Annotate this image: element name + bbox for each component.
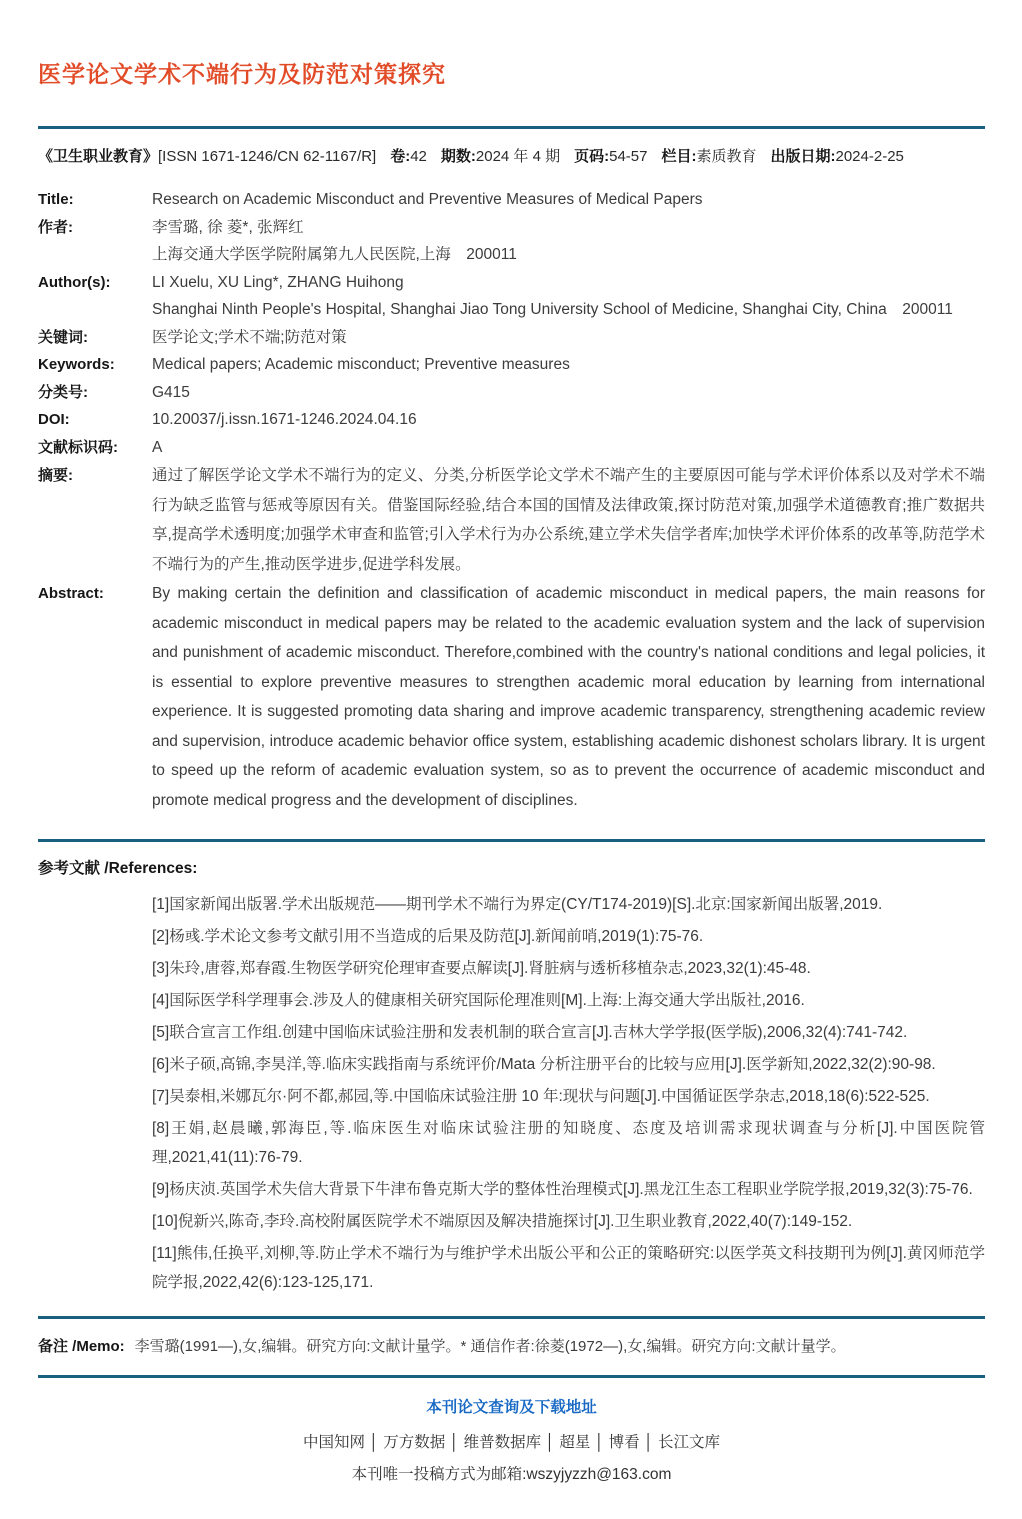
authors-zh-label: 作者: [38, 218, 73, 236]
footer-submission-email-line: 本刊唯一投稿方式为邮箱:wszyjyzzh@163.com [351, 1466, 672, 1483]
reference-item-2: [2]杨彧.学术论文参考文献引用不当造成的后果及防范[J].新闻前哨,2019(1):75-76. [152, 928, 704, 945]
reference-item-3: [3]朱玲,唐蓉,郑春霞.生物医学研究伦理审查要点解读[J].肾脏病与透析移植杂志,2023,32(1):45-48. [152, 960, 811, 977]
doi-value: 10.20037/j.issn.1671-1246.2024.04.16 [152, 411, 417, 428]
pubdate-value: 2024-2-25 [835, 148, 904, 165]
pages-label: 页码: [574, 148, 610, 165]
authors-zh-affiliation: 上海交通大学医学院附属第九人民医院,上海 200011 [152, 246, 517, 263]
pubdate-label: 出版日期: [770, 148, 836, 165]
keywords-en-label: Keywords: [38, 356, 115, 373]
reference-item-10: [10]倪新兴,陈奇,李玲.高校附属医院学术不端原因及解决措施探讨[J].卫生职业教育,2022,40(7):149-152. [152, 1213, 853, 1230]
authors-en-names: LI Xuelu, XU Ling*, ZHANG Huihong [152, 273, 404, 291]
footer-download-heading: 本刊论文查询及下载地址 [426, 1399, 597, 1416]
classification-label: 分类号: [38, 383, 88, 401]
abstract-en-label: Abstract: [38, 585, 104, 602]
meta-row-keywords-en [38, 351, 985, 379]
abstract-zh-text: 通过了解医学论文学术不端行为的定义、分类,分析医学论文学术不端产生的主要原因可能与学术评价体系以及对学术不端行为缺乏监管与惩戒等原因有关。借鉴国际经验,结合本国的国情及法律政策,探讨防范对策,加强学术道德教育;推广数据共享,提高学术透明度;加强学术审查和监管;引入学术行为办公系统,建立学术失信学者库;加快学术评价体系的改革等,防范学术不端行为的产生,推动医学进步,促进学科发展。 [152, 467, 985, 573]
reference-item-7: [7]吴泰相,米娜瓦尔·阿不都,郝园,等.中国临床试验注册 10 年:现状与问题[J].中国循证医学杂志,2018,18(6):522-525. [152, 1088, 930, 1105]
reference-item-6: [6]米子硕,高锦,李昊洋,等.临床实践指南与系统评价/Mata 分析注册平台的比较与应用[J].医学新知,2022,32(2):90-98. [152, 1056, 936, 1073]
pages-value: 54-57 [609, 148, 648, 165]
doi-label: DOI: [38, 411, 70, 428]
authors-en-affiliation: Shanghai Ninth People's Hospital, Shanghai Jiao Tong University School of Medicine, Shanghai City, China 200011 [152, 301, 953, 318]
keywords-zh-value: 医学论文;学术不端;防范对策 [152, 328, 347, 346]
keywords-zh-label: 关键词: [38, 328, 88, 346]
column-value: 素质教育 [696, 148, 757, 165]
reference-item-9: [9]杨庆浈.英国学术失信大背景下牛津布鲁克斯大学的整体性治理模式[J].黑龙江生态工程职业学院学报,2019,32(3):75-76. [152, 1181, 973, 1198]
classification-value: G415 [152, 383, 190, 401]
issue-value: 2024 年 4 期 [475, 148, 561, 165]
meta-row-doi [38, 406, 985, 434]
volume-label: 卷: [390, 148, 411, 165]
reference-item-5: [5]联合宣言工作组.创建中国临床试验注册和发表机制的联合宣言[J].吉林大学学报(医学版),2006,32(4):741-742. [152, 1024, 908, 1041]
meta-row-classification [38, 379, 985, 407]
divider-memo-bottom [38, 1375, 985, 1378]
meta-row-abstract-zh [38, 461, 985, 579]
memo-row [38, 1334, 985, 1360]
journal-info-line [38, 145, 985, 169]
meta-row-document-code [38, 434, 985, 462]
meta-row-title-en [38, 186, 985, 214]
column-label: 栏目: [661, 148, 697, 165]
issue-label: 期数: [440, 148, 476, 165]
references-list [38, 890, 985, 1297]
title-en-value: Research on Academic Misconduct and Preventive Measures of Medical Papers [152, 191, 703, 208]
volume-value: 42 [410, 148, 427, 165]
document-code-label: 文献标识码: [38, 438, 118, 456]
references-heading: 参考文献 /References: [38, 860, 198, 877]
journal-issn: [ISSN 1671-1246/CN 62-1167/R] [158, 148, 377, 165]
reference-item-8: [8]王娟,赵晨曦,郭海臣,等.临床医生对临床试验注册的知晓度、态度及培训需求现状调查与分析[J].中国医院管理,2021,41(11):76-79. [152, 1120, 985, 1166]
divider-memo-top [38, 1316, 985, 1319]
footer-database-list: 中国知网 │ 万方数据 │ 维普数据库 │ 超星 │ 博看 │ 长江文库 [302, 1434, 720, 1451]
memo-text: 李雪璐(1991—),女,编辑。研究方向:文献计量学。* 通信作者:徐菱(1972—),女,编辑。研究方向:文献计量学。 [134, 1338, 846, 1355]
authors-en-label: Author(s): [38, 273, 111, 291]
abstract-en-text: By making certain the definition and classification of academic misconduct in medical papers, the main reasons for academic misconduct in medical papers may be related to the academic evaluation system and the lack of supervision and punishment of academic misconduct. Therefore,combined with the country's national conditions and legal policies, it is essential to explore preventive measures to strengthen academic moral education by learning from international experience. It is suggested promoting data sharing and improve academic transparency, strengthening academic review and supervision, introduce academic behavior office system, establishing academic dishonest scholars library. It is urgent to speed up the reform of academic evaluation system, so as to prevent the occurrence of academic misconduct and promote medical progress and the development of disciplines. [152, 585, 985, 809]
meta-row-authors-zh [38, 214, 985, 269]
memo-label: 备注 /Memo: [38, 1338, 125, 1355]
article-title: 医学论文学术不端行为及防范对策探究 [38, 61, 446, 87]
footer [38, 1394, 985, 1489]
authors-zh-names: 李雪璐, 徐 菱*, 张辉红 [152, 218, 304, 236]
reference-item-11: [11]熊伟,任换平,刘柳,等.防止学术不端行为与维护学术出版公平和公正的策略研究:以医学英文科技期刊为例[J].黄冈师范学院学报,2022,42(6):123-125,171. [152, 1245, 985, 1291]
divider-top [38, 126, 985, 129]
reference-item-4: [4]国际医学科学理事会.涉及人的健康相关研究国际伦理准则[M].上海:上海交通大学出版社,2016. [152, 992, 805, 1009]
journal-name: 《卫生职业教育》 [38, 148, 159, 165]
title-en-label: Title: [38, 191, 74, 208]
abstract-zh-label: 摘要: [38, 467, 73, 484]
meta-row-keywords-zh [38, 324, 985, 352]
meta-row-abstract-en [38, 579, 985, 815]
meta-row-authors-en [38, 269, 985, 324]
divider-references [38, 839, 985, 842]
metadata-section [38, 186, 985, 815]
reference-item-1: [1]国家新闻出版署.学术出版规范——期刊学术不端行为界定(CY/T174-2019)[S].北京:国家新闻出版署,2019. [152, 896, 883, 913]
keywords-en-value: Medical papers; Academic misconduct; Preventive measures [152, 356, 570, 373]
document-code-value: A [152, 438, 163, 456]
